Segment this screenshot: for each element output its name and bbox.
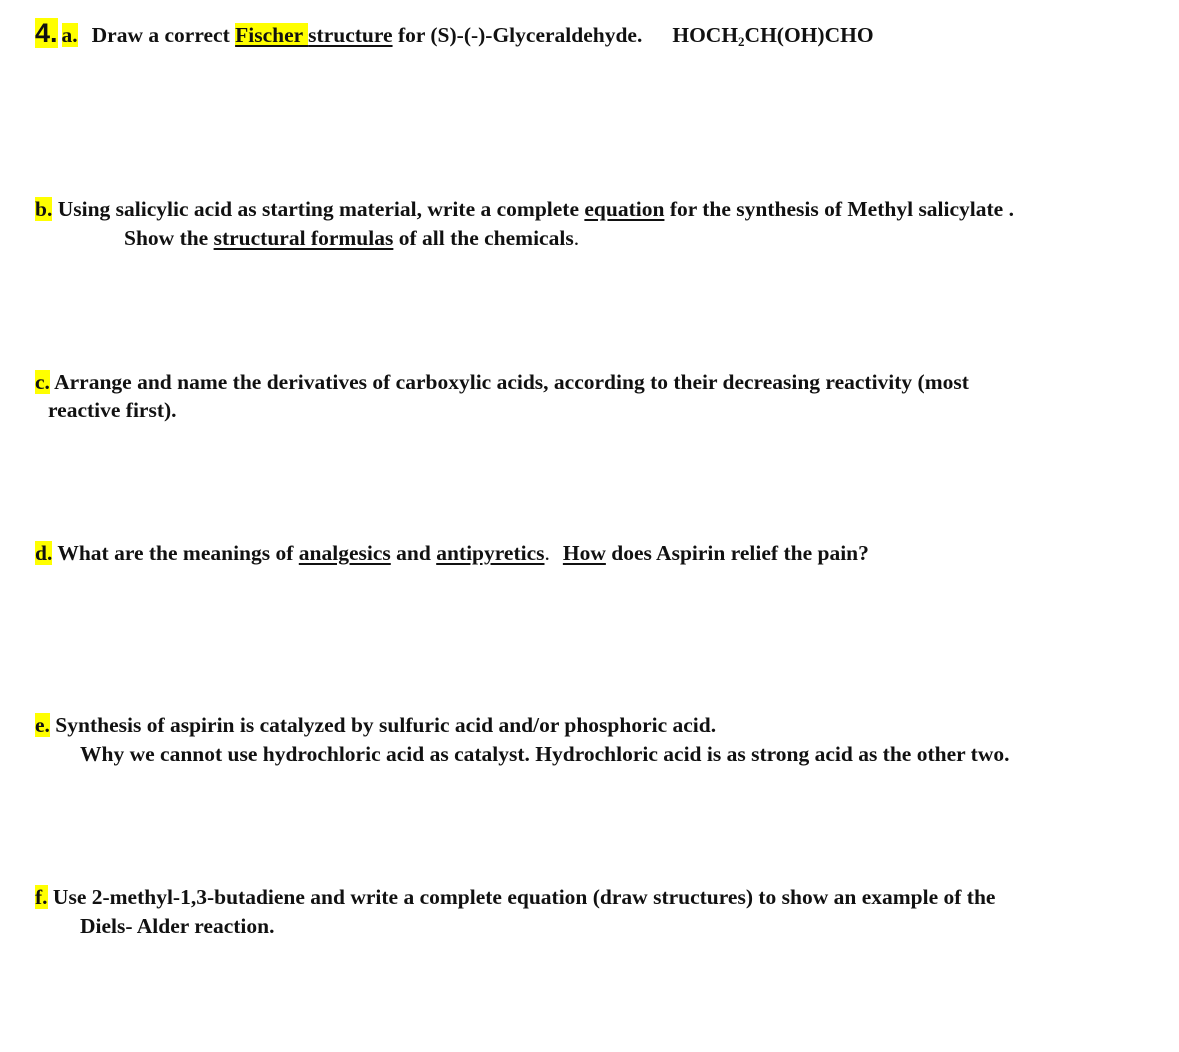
- part-e-label: e.: [35, 713, 50, 737]
- part-d-and: and: [390, 541, 437, 565]
- structure-term: structure: [308, 23, 393, 47]
- part-c-line-1: [35, 368, 969, 396]
- part-b-line2-pre: Show the: [124, 226, 214, 250]
- part-b-line-1: [35, 195, 1014, 223]
- formula-subscript: 2: [738, 34, 745, 49]
- part-e-line-2: [80, 740, 1009, 768]
- part-e-line-1: [35, 711, 716, 739]
- question-number: 4.: [35, 18, 58, 48]
- part-b-line1-pre: Using salicylic acid as starting material, write a complete: [52, 197, 585, 221]
- part-d-text-post: does Aspirin relief the pain?: [605, 541, 869, 565]
- part-f-line-1: [35, 883, 995, 911]
- part-a-text-post: for (S)-(-)-Glyceraldehyde.: [392, 23, 643, 47]
- equation-term: equation: [584, 197, 665, 221]
- part-f-line-2: [80, 912, 274, 940]
- part-d-period: .: [544, 541, 550, 565]
- part-c-line-2: [48, 396, 177, 424]
- question-4a-line: [35, 19, 874, 56]
- antipyretics-term: antipyretics: [436, 541, 545, 565]
- part-d-text-pre: What are the meanings of: [52, 541, 299, 565]
- part-e-line1-text: Synthesis of aspirin is catalyzed by sulfuric acid and/or phosphoric acid.: [49, 713, 717, 737]
- part-d-line: [35, 539, 869, 567]
- part-b-label: b.: [35, 197, 53, 221]
- part-c-line1-text: Arrange and name the derivatives of carboxylic acids, according to their decreasing reactivity (most: [49, 370, 969, 394]
- part-f-label: f.: [35, 885, 48, 909]
- part-b-line2-period: .: [573, 226, 580, 250]
- part-b-line1-post: for the synthesis of Methyl salicylate .: [664, 197, 1014, 221]
- part-a-text-pre: Draw a correct: [91, 23, 236, 47]
- part-e-line2-text: Why we cannot use hydrochloric acid as catalyst. Hydrochloric acid is as strong acid as the other two.: [80, 742, 1010, 766]
- part-d-label: d.: [35, 541, 53, 565]
- part-c-label: c.: [35, 370, 50, 394]
- formula-part-1: HOCH: [672, 23, 739, 47]
- analgesics-term: analgesics: [298, 541, 391, 565]
- glyceraldehyde-formula: [672, 23, 873, 47]
- part-f-line1-text: Use 2-methyl-1,3-butadiene and write a complete equation (draw structures) to show an example of the: [47, 885, 996, 909]
- formula-part-2: CH(OH)CHO: [744, 23, 874, 47]
- part-b-line2-post: of all the chemicals: [393, 226, 574, 250]
- how-term: How: [562, 541, 606, 565]
- part-f-line2-text: Diels- Alder reaction.: [80, 914, 275, 938]
- part-b-line-2: [124, 224, 579, 252]
- structural-formulas-term: structural formulas: [213, 226, 394, 250]
- fischer-term: Fischer: [235, 23, 309, 47]
- part-a-label: a.: [61, 23, 78, 47]
- part-c-line2-text: reactive first).: [48, 398, 177, 422]
